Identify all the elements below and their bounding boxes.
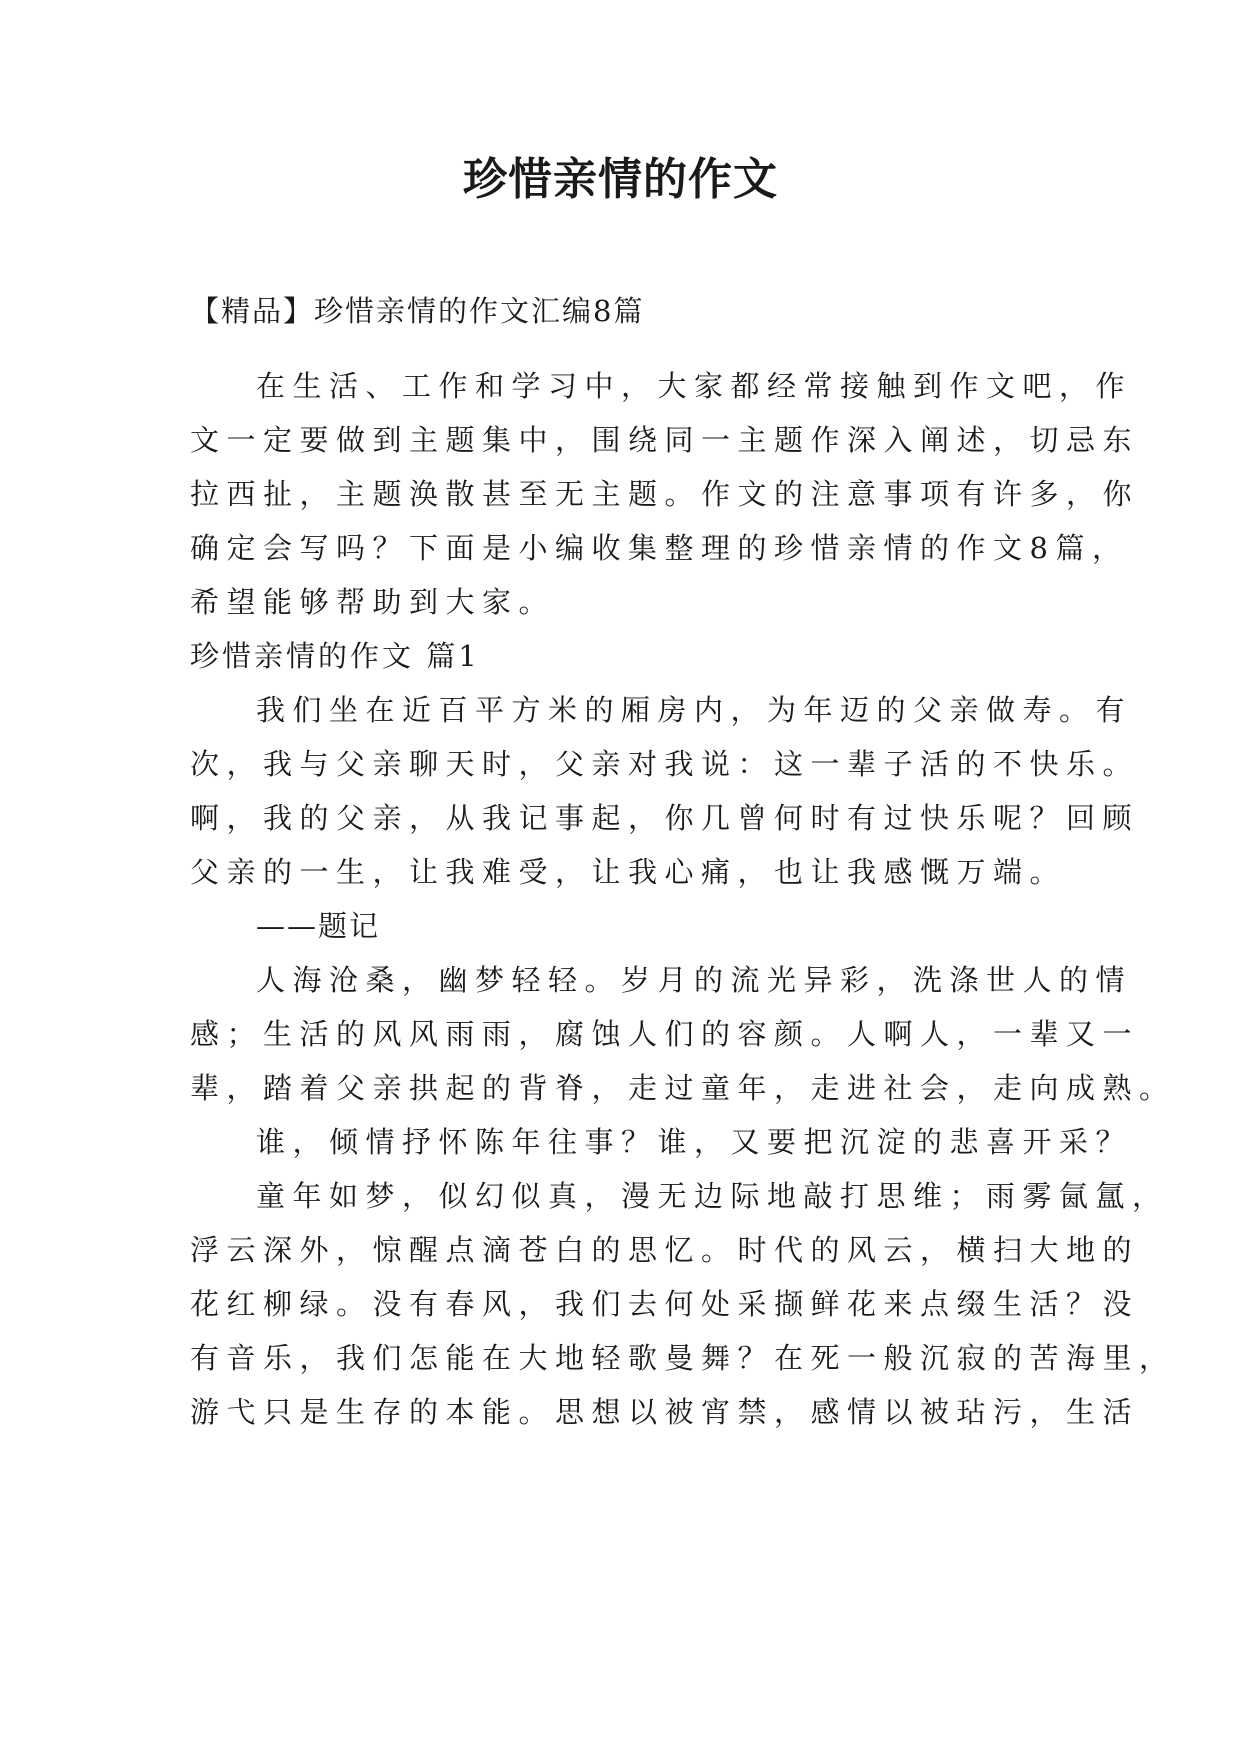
paragraph-line: 在生活、工作和学习中，大家都经常接触到作文吧，作 (256, 369, 1133, 403)
paragraph-line: 文一定要做到主题集中，围绕同一主题作深入阐述，切忌东 (190, 423, 1140, 457)
paragraph-line: 谁，倾情抒怀陈年往事？谁，又要把沉淀的悲喜开采？ (256, 1125, 1133, 1159)
document-title: 珍惜亲情的作文 (463, 154, 778, 205)
section-heading: 珍惜亲情的作文 篇1 (190, 639, 480, 673)
paragraph-line: 父亲的一生，让我难受，让我心痛，也让我感慨万端。 (190, 855, 1067, 889)
paragraph-line: 花红柳绿。没有春风，我们去何处采撷鲜花来点缀生活？没 (190, 1287, 1140, 1321)
paragraph-line: 浮云深外，惊醒点滴苍白的思忆。时代的风云，横扫大地的 (190, 1233, 1140, 1267)
paragraph-line: 希望能够帮助到大家。 (190, 585, 556, 619)
paragraph-line: 辈，踏着父亲拱起的背脊，走过童年，走进社会，走向成熟。 (190, 1071, 1176, 1105)
paragraph-line: 拉西扯，主题涣散甚至无主题。作文的注意事项有许多，你 (190, 477, 1140, 511)
paragraph-line: 次，我与父亲聊天时，父亲对我说：这一辈子活的不快乐。 (190, 747, 1140, 781)
paragraph-line: 我们坐在近百平方米的厢房内，为年迈的父亲做寿。有 (256, 693, 1133, 727)
document-subtitle: 【精品】珍惜亲情的作文汇编8篇 (190, 294, 645, 328)
paragraph-line: 感；生活的风风雨雨，腐蚀人们的容颜。人啊人，一辈又一 (190, 1017, 1140, 1051)
epigraph-note: ——题记 (256, 909, 381, 943)
paragraph-line: 人海沧桑，幽梦轻轻。岁月的流光异彩，洗涤世人的情 (256, 963, 1133, 997)
paragraph-line: 游弋只是生存的本能。思想以被宵禁，感情以被玷污，生活 (190, 1395, 1140, 1429)
paragraph-line: 童年如梦，似幻似真，漫无边际地敲打思维；雨雾氤氲， (256, 1179, 1169, 1213)
paragraph-line: 啊，我的父亲，从我记事起，你几曾何时有过快乐呢？回顾 (190, 801, 1140, 835)
paragraph-line: 确定会写吗？下面是小编收集整理的珍惜亲情的作文8篇， (190, 531, 1129, 565)
paragraph-line: 有音乐，我们怎能在大地轻歌曼舞？在死一般沉寂的苦海里， (190, 1341, 1176, 1375)
